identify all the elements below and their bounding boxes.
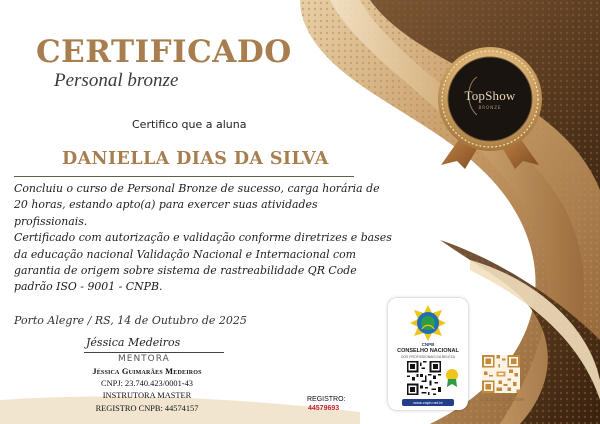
mentor-name: Jéssica Guimarães Medeiros [92,367,202,376]
cnpb-badge-card [388,298,468,410]
place-date: Porto Alegre / RS, 14 de Outubro de 2025 [14,314,247,327]
mentor-title: INSTRUTORA MASTER [102,391,192,401]
mentor-info [62,366,232,415]
signature-line [84,352,224,353]
cnpb-heading: CONSELHO NACIONAL [397,348,459,354]
cnpb-url[interactable]: www.cnpb.net.br [402,399,454,406]
name-underline [14,176,354,177]
qr-code-icon [407,361,441,395]
mentor-cnpj: CNPJ: 23.740.423/0001-43 [101,379,193,389]
body-paragraph-completion: Concluiu o curso de Personal Bronze de sucesso, carga horária de 20 horas, estando apto(a) para exercer suas atividades profissionais. [14,182,380,228]
body-paragraph-validation: Certificado com autorização e validação conforme diretrizes e bases da educação nacional Validação Nacional e Internacional com garantia de origem sobre sistema de rastreabilidade QR Code padrão ISO - 9001 - CNPB. [14,231,392,294]
certificate-body [14,181,394,296]
cnpb-emblem-icon [409,304,447,342]
mentor-registro: REGISTRO CNPB: 44574157 [95,403,199,413]
qr-code-icon [482,355,520,393]
mentor-role: MENTORA [118,354,170,364]
stamp-icon [444,368,460,388]
instagram-handle[interactable]: @JESSICATOPSHOW [479,397,525,402]
registration-number: 44579693 [308,405,340,412]
brand-name: TopShow [464,88,516,103]
cnpb-abbr: CNPB [421,342,435,347]
cnpb-subheading: DOS PROFISSIONAIS DA BELEZA [400,355,456,359]
certificate-title: CERTIFICADO [36,34,292,70]
intro-text: Certifico que a aluna [132,118,247,131]
mentor-signature: Jéssica Medeiros [86,336,181,349]
registration-label: REGISTRO: [307,396,346,403]
student-name: DANIELLA DIAS DA SILVA [62,149,329,169]
brand-subtitle: BRONZE [478,105,502,110]
certificate-subtitle: Personal bronze [54,70,179,91]
